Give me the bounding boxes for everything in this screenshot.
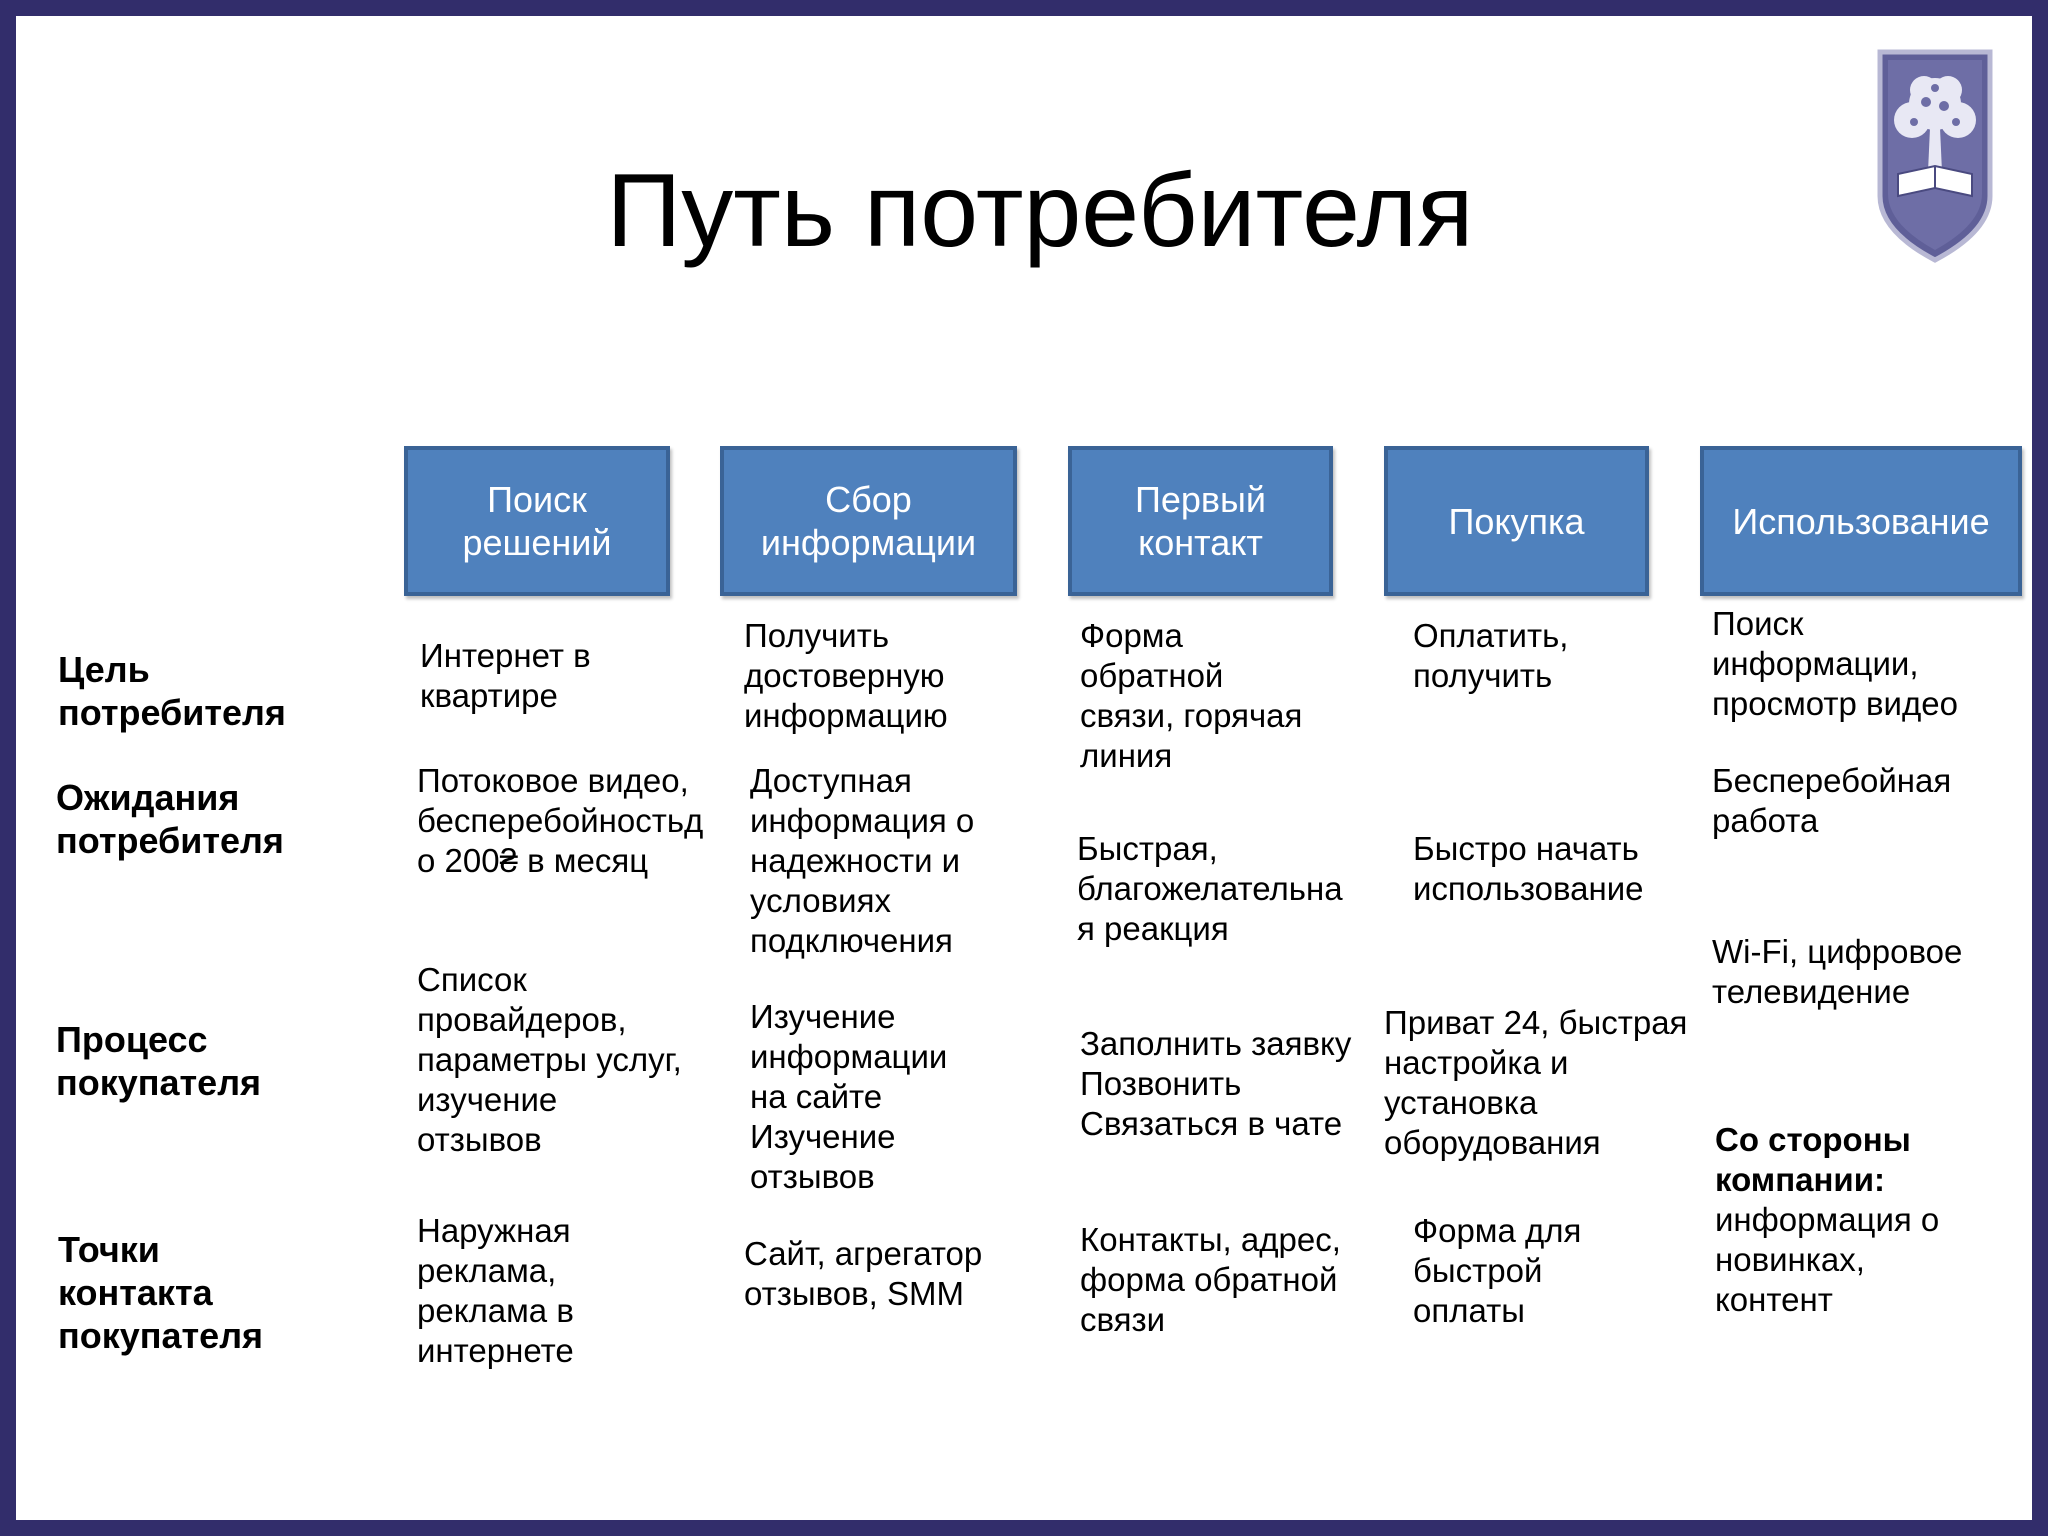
cell-process-search: Список провайдеров, параметры услуг, изучение отзывов [417,961,682,1158]
row-label-touchpoints: Точки контакта покупателя [58,1229,264,1356]
stage-label: контакт [1138,522,1263,563]
cell-process-purchase: Приват 24, быстрая настройка и установка оборудования [1384,1004,1688,1161]
cell-goal-usage: Поиск информации, просмотр видео [1712,605,1958,722]
cell-expect-usage: Бесперебойная работа [1712,762,1952,839]
stage-purchase [1384,446,1649,596]
stage-search [404,446,670,596]
cell-touch-purchase: Форма для быстрой оплаты [1413,1212,1582,1329]
cell-goal-first-contact: Форма обратной связи, горячая линия [1080,617,1303,774]
cell-goal-collect: Получить достоверную информацию [744,617,948,734]
cell-touch-first-contact: Контакты, адрес, форма обратной связи [1080,1221,1341,1338]
row-label-expectations: Ожидания потребителя [56,777,284,861]
stage-label: Сбор [825,479,912,520]
cell-goal-search: Интернет в квартире [420,637,591,714]
cell-usage-extra: Wi-Fi, цифровое телевидение [1712,933,1963,1010]
slide-title: Путь потребителя [606,153,1474,269]
row-label-process: Процесс покупателя [56,1019,262,1103]
stage-usage [1700,446,2022,596]
cell-touch-collect: Сайт, агрегатор отзывов, SMM [744,1235,983,1312]
stage-label: решений [462,522,612,563]
cell-expect-search: Потоковое видео, бесперебойностьд о 200₴ в месяц [417,762,704,879]
cell-process-collect: Изучение информации на сайте Изучение отзывов [750,998,948,1195]
stage-label: Использование [1732,500,1990,542]
stage-label: Первый [1134,479,1267,520]
cell-touch-search: Наружная реклама, реклама в интернете [417,1212,574,1369]
cell-process-first-contact: Заполнить заявку Позвонить Связаться в чате [1080,1025,1352,1142]
stage-label: информации [760,522,977,563]
cell-expect-first-contact: Быстрая, благожелательна я реакция [1077,830,1343,947]
row-label-goal: Цель потребителя [58,649,286,733]
stage-label: Покупка [1448,500,1585,542]
stage-first-contact [1068,446,1333,596]
cell-company-side: Со стороны компании: информация о новинках, контент [1715,1121,1940,1318]
stage-label: Поиск [487,479,587,520]
cell-expect-collect: Доступная информация о надежности и условиях подключения [750,762,975,959]
cell-goal-purchase: Оплатить, получить [1413,617,1569,694]
stage-collect [720,446,1017,596]
cell-expect-purchase: Быстро начать использование [1413,830,1644,907]
